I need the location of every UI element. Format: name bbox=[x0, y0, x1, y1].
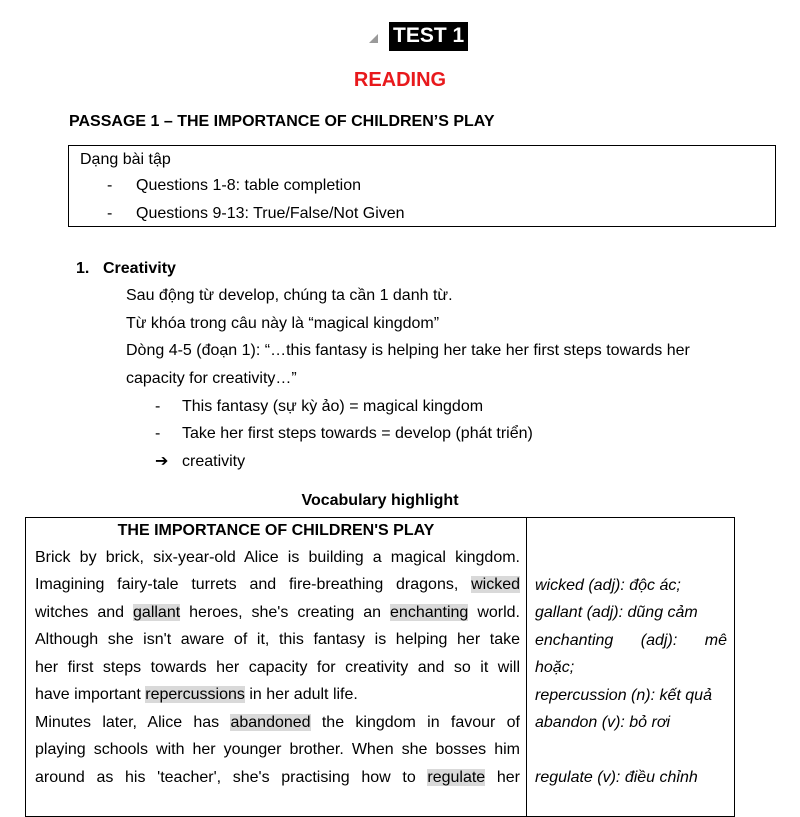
list-item-text: Take her first steps towards = develop (phát triển) bbox=[182, 425, 533, 442]
answer-text: creativity bbox=[182, 453, 246, 470]
answer-line bbox=[155, 451, 245, 473]
passage-text: her bbox=[485, 769, 520, 786]
explanation-line: Từ khóa trong câu này là “magical kingdom” bbox=[126, 315, 440, 332]
passage-line bbox=[35, 712, 520, 734]
table-column-divider bbox=[526, 518, 527, 816]
gloss-entry: abandon (v): bỏ rơi bbox=[535, 714, 671, 731]
gloss-entry: gallant (adj): dũng cảm bbox=[535, 604, 698, 621]
explanation-line: capacity for creativity…” bbox=[126, 370, 297, 387]
table-title: THE IMPORTANCE OF CHILDREN'S PLAY bbox=[117, 522, 435, 539]
highlighted-word: wicked bbox=[471, 576, 520, 593]
passage-line bbox=[35, 629, 520, 651]
answer-number: 1. bbox=[76, 260, 90, 277]
passage-line bbox=[35, 547, 520, 569]
highlighted-word: enchanting bbox=[390, 604, 469, 621]
exercise-type-box bbox=[68, 145, 776, 227]
passage-text: Brick by brick, six-year-old Alice is building a magical kingdom. bbox=[35, 549, 520, 566]
list-item bbox=[155, 423, 533, 445]
section-heading: READING bbox=[353, 69, 447, 91]
list-item bbox=[155, 396, 483, 418]
passage-text: playing schools with her younger brother. When she bosses him bbox=[35, 741, 520, 758]
passage-line bbox=[35, 767, 520, 789]
gloss-entry: regulate (v): điều chỉnh bbox=[535, 769, 698, 786]
passage-text: Minutes later, Alice has bbox=[35, 714, 231, 731]
passage-line bbox=[35, 657, 520, 679]
passage-text: Although she isn't aware of it, this fantasy is helping her take bbox=[35, 631, 520, 648]
exercise-box-title: Dạng bài tập bbox=[80, 151, 171, 168]
highlighted-word: abandoned bbox=[230, 714, 311, 731]
test-title: TEST 1 bbox=[389, 22, 468, 51]
gloss-entry: repercussion (n): kết quả bbox=[535, 687, 712, 704]
passage-line bbox=[35, 574, 520, 596]
answer-heading bbox=[76, 258, 176, 280]
passage-text: the kingdom in favour of bbox=[310, 714, 520, 731]
gloss-entry: wicked (adj): độc ác; bbox=[535, 577, 681, 594]
dash-bullet: - bbox=[155, 398, 161, 415]
passage-text: witches and bbox=[35, 604, 134, 621]
passage-text: around as his 'teacher', she's practising how to bbox=[35, 769, 428, 786]
passage-line bbox=[35, 602, 520, 624]
passage-text: have important bbox=[35, 686, 146, 703]
passage-text: Imagining fairy-tale turrets and fire-breathing dragons, bbox=[35, 576, 472, 593]
answer-heading-text: Creativity bbox=[103, 260, 176, 277]
test-title-block bbox=[369, 22, 468, 51]
dash-bullet: - bbox=[107, 205, 113, 222]
passage-text: her first steps towards her capacity for creativity and so it will bbox=[35, 659, 520, 676]
dash-bullet: - bbox=[107, 177, 113, 194]
gloss-entry: enchanting (adj): mê bbox=[535, 632, 727, 649]
explanation-line: Dòng 4-5 (đoạn 1): “…this fantasy is helping her take her first steps towards her bbox=[126, 342, 690, 359]
highlighted-word: gallant bbox=[133, 604, 181, 621]
arrow-icon: ➔ bbox=[155, 453, 169, 470]
dash-bullet: - bbox=[155, 425, 161, 442]
passage-text: in her adult life. bbox=[244, 686, 358, 703]
list-item-text: This fantasy (sự kỳ ảo) = magical kingdom bbox=[182, 398, 484, 415]
passage-title: PASSAGE 1 – THE IMPORTANCE OF CHILDREN’S PLAY bbox=[69, 113, 495, 130]
passage-text: world. bbox=[468, 604, 520, 621]
vocabulary-heading: Vocabulary highlight bbox=[301, 492, 459, 509]
vocabulary-table bbox=[25, 517, 735, 817]
list-item-text: Questions 1-8: table completion bbox=[136, 177, 362, 194]
list-item bbox=[107, 175, 361, 197]
highlighted-word: regulate bbox=[427, 769, 486, 786]
list-item-text: Questions 9-13: True/False/Not Given bbox=[136, 205, 405, 222]
passage-text: heroes, she's creating an bbox=[180, 604, 391, 621]
list-item bbox=[107, 203, 405, 225]
highlighted-word: repercussions bbox=[145, 686, 245, 703]
passage-line bbox=[35, 684, 520, 706]
passage-line bbox=[35, 739, 520, 761]
explanation-line: Sau động từ develop, chúng ta cần 1 danh từ. bbox=[126, 287, 453, 304]
collapse-triangle-icon[interactable] bbox=[369, 34, 378, 43]
gloss-entry: hoặc; bbox=[535, 659, 575, 676]
